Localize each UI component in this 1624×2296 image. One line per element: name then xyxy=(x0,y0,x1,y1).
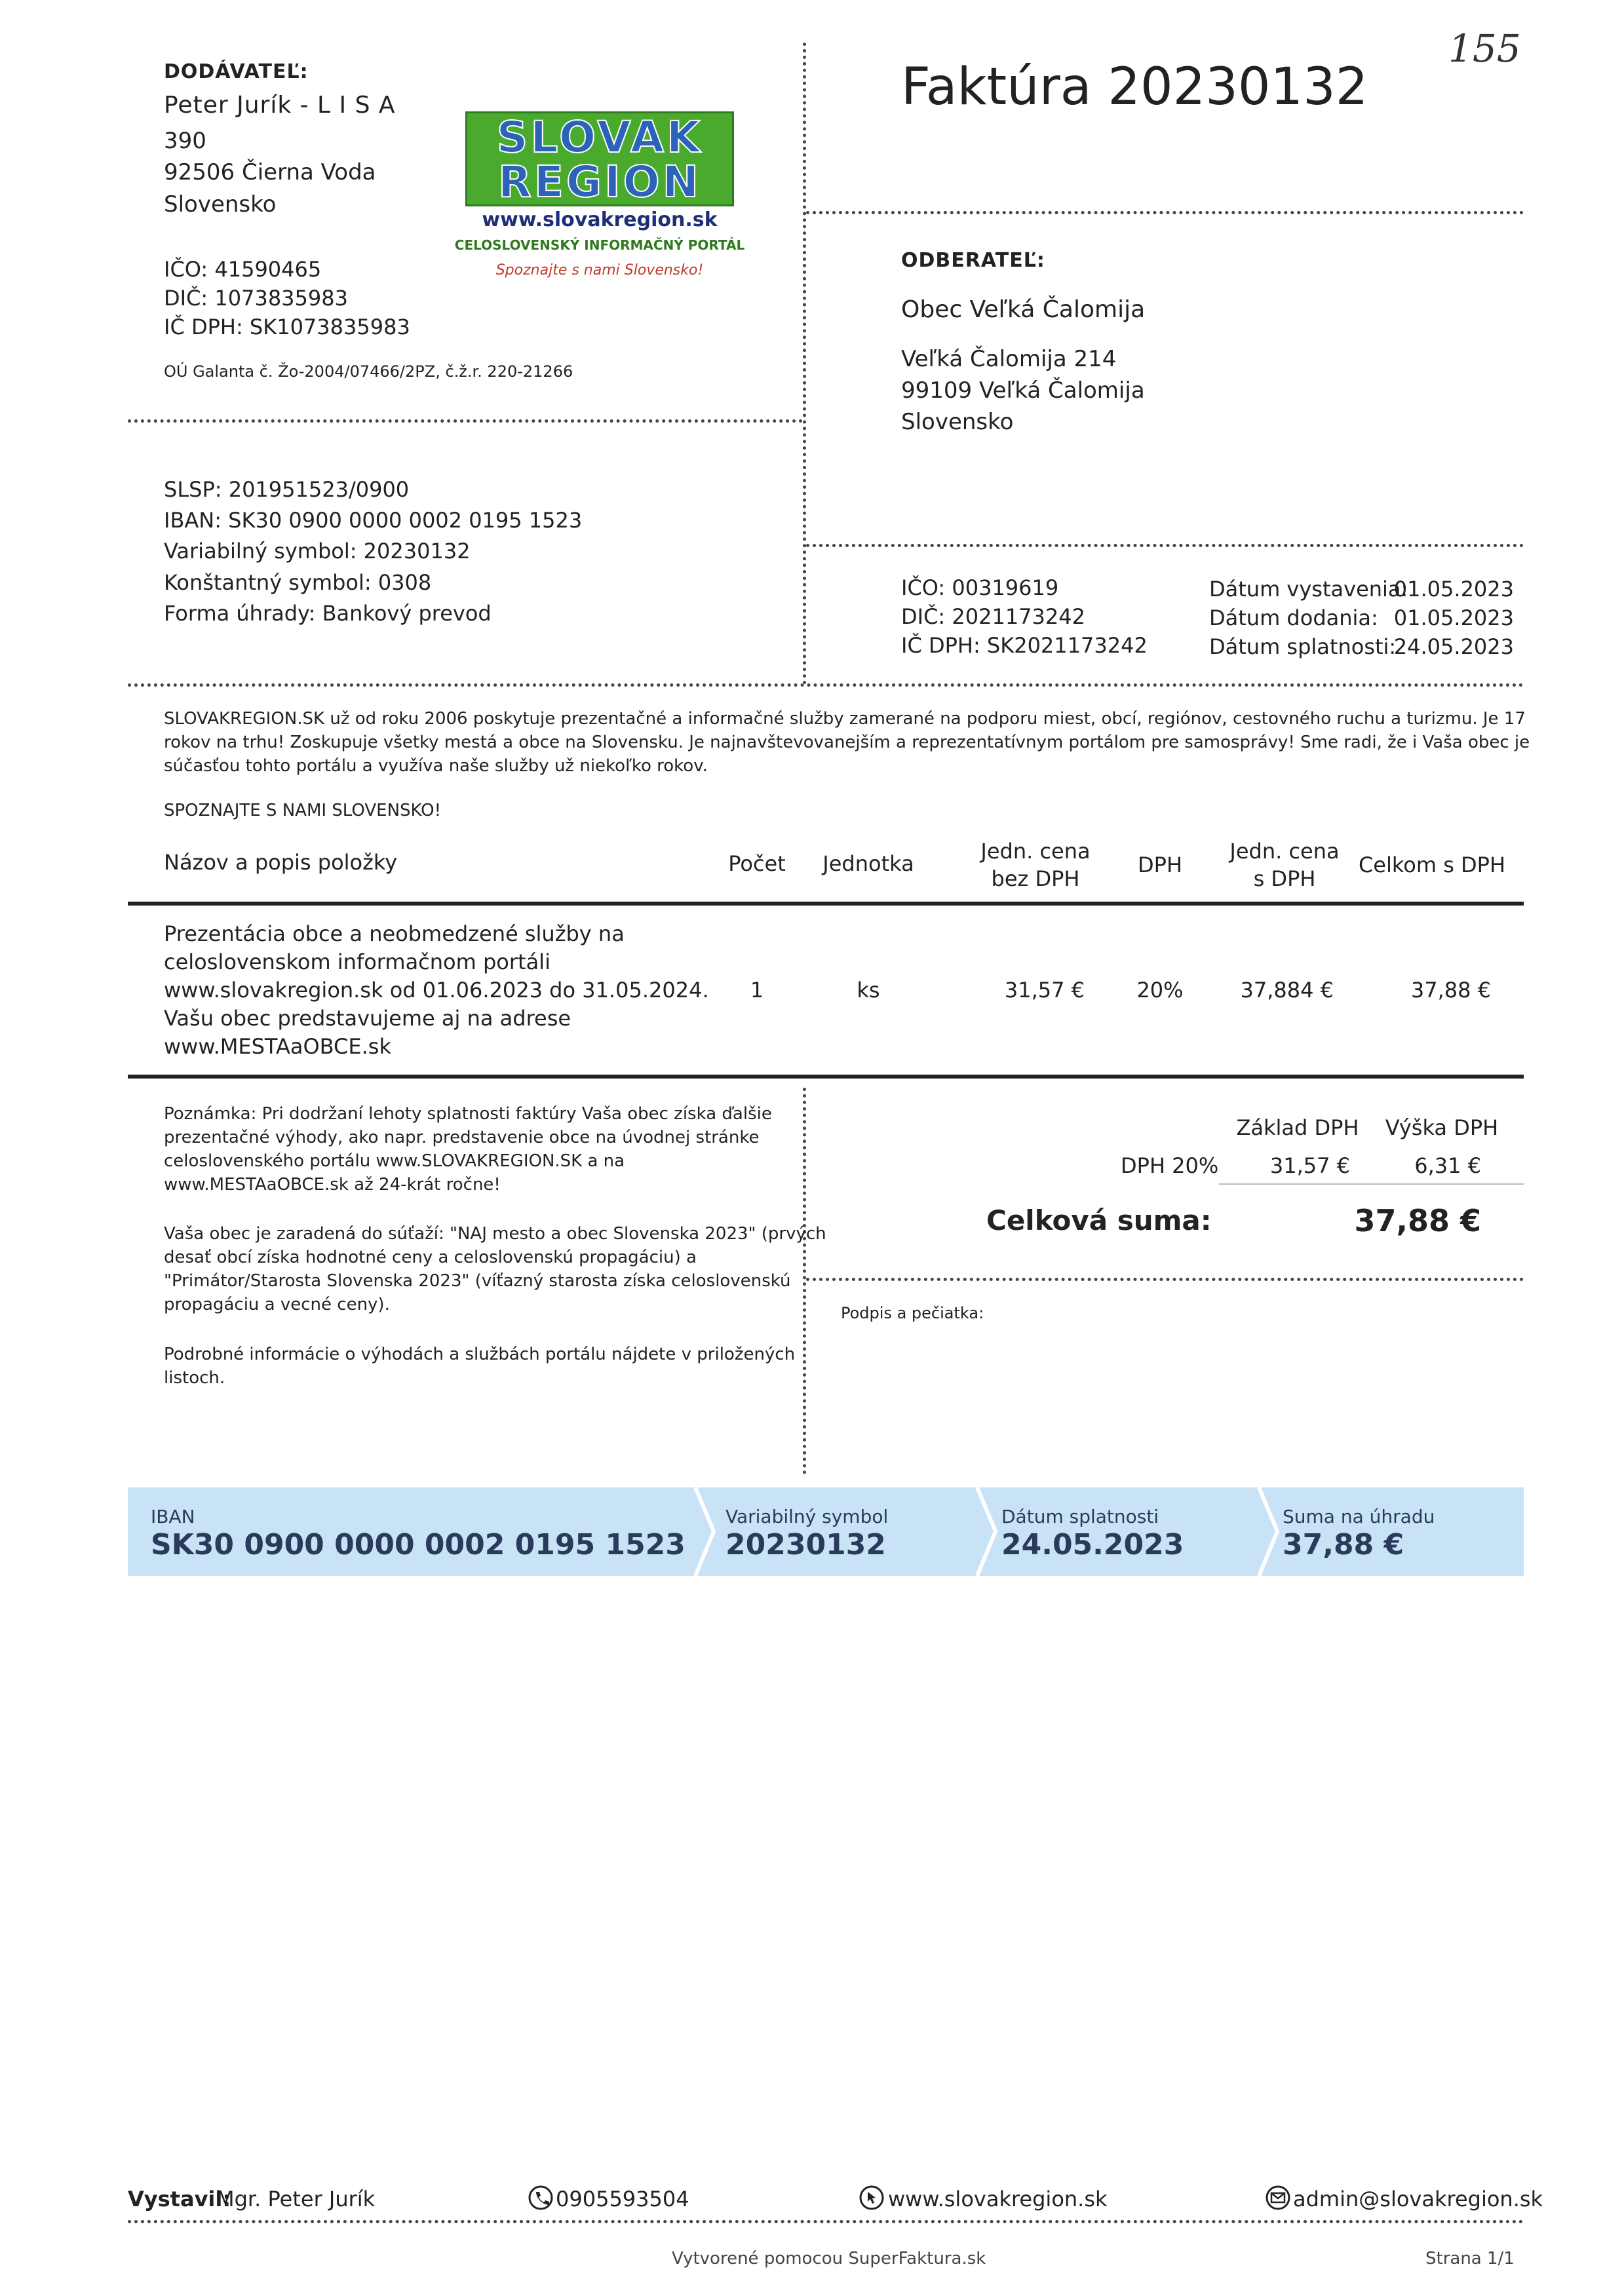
phone-icon xyxy=(528,2185,554,2211)
item-description-5: www.MESTAaOBCE.sk xyxy=(164,1034,391,1059)
col-header-price-vat-2: s DPH xyxy=(1253,866,1316,891)
table-header-rule xyxy=(128,902,1524,906)
customer-label: ODBERATEĽ: xyxy=(901,249,1045,272)
supplier-street: 390 xyxy=(164,128,206,154)
col-header-total: Celkom s DPH xyxy=(1358,852,1506,877)
col-header-price-1: Jedn. cena xyxy=(980,839,1091,864)
customer-name: Obec Veľká Čalomija xyxy=(901,296,1146,323)
strip-chevron xyxy=(973,1487,999,1576)
slovakregion-logo xyxy=(465,111,734,206)
supplier-country: Slovensko xyxy=(164,191,277,218)
item-description-2: celoslovenskom informačnom portáli xyxy=(164,949,551,974)
vertical-divider-lower xyxy=(803,1088,806,1474)
strip-iban: SK30 0900 0000 0002 0195 1523 xyxy=(151,1528,686,1561)
constant-symbol: Konštantný symbol: 0308 xyxy=(164,570,432,595)
customer-city: 99109 Veľká Čalomija xyxy=(901,377,1145,404)
customer-street: Veľká Čalomija 214 xyxy=(901,346,1117,372)
supplier-icdph: IČ DPH: SK1073835983 xyxy=(164,315,410,339)
note-line-6: desať obcí získa hodnotné ceny a celoslovenskú propagáciu) a xyxy=(164,1248,697,1267)
intro-slogan: SPOZNAJTE S NAMI SLOVENSKO! xyxy=(164,801,442,820)
intro-line-1: SLOVAKREGION.SK už od roku 2006 poskytuje prezentačné a informačné služby zamerané na podporu miest, obcí, regiónov, cestovného ruchu a turizmu. Je 17 xyxy=(164,709,1526,729)
separator-footer xyxy=(128,2220,1524,2223)
issued-by-name: Mgr. Peter Jurík xyxy=(216,2187,376,2211)
strip-vs-label: Variabilný symbol xyxy=(725,1506,889,1527)
col-header-qty: Počet xyxy=(728,851,786,876)
col-header-name: Názov a popis položky xyxy=(164,850,398,875)
item-description-1: Prezentácia obce a neobmedzené služby na xyxy=(164,921,625,946)
strip-chevron xyxy=(1255,1487,1281,1576)
strip-due: 24.05.2023 xyxy=(1001,1528,1184,1561)
supplier-registry: OÚ Galanta č. Žo-2004/07466/2PZ, č.ž.r. 220-21266 xyxy=(164,362,573,381)
strip-chevron xyxy=(691,1487,718,1576)
customer-ico: IČO: 00319619 xyxy=(901,575,1059,600)
footer-phone: 0905593504 xyxy=(556,2187,689,2211)
supplier-name: Peter Jurík - L I S A xyxy=(164,92,396,119)
customer-dic: DIČ: 2021173242 xyxy=(901,604,1085,629)
vat-rate: DPH 20% xyxy=(1121,1153,1219,1178)
due-date-label: Dátum splatnosti: xyxy=(1209,634,1397,659)
delivery-date-label: Dátum dodania: xyxy=(1209,605,1378,630)
issue-date: 01.05.2023 xyxy=(1393,577,1514,602)
created-with: Vytvorené pomocou SuperFaktura.sk xyxy=(672,2249,986,2268)
strip-sum-label: Suma na úhradu xyxy=(1283,1506,1435,1527)
intro-line-2: rokov na trhu! Zoskupuje všetky mestá a obce na Slovensku. Je najnavštevovanejším a reprezentatívnym portálom pre samosprávy! Sme radi, že i Vaša obec je xyxy=(164,733,1530,752)
item-description-3: www.slovakregion.sk od 01.06.2023 do 31.05.2024. xyxy=(164,978,709,1003)
intro-line-3: súčasťou tohto portálu a využíva naše služby už niekoľko rokov. xyxy=(164,756,708,776)
note-line-3: celoslovenského portálu www.SLOVAKREGION.SK a na xyxy=(164,1151,625,1171)
web-icon xyxy=(859,2185,885,2211)
issued-by-label: Vystavil: xyxy=(128,2187,231,2211)
customer-country: Slovensko xyxy=(901,409,1014,435)
separator-header xyxy=(128,683,1524,687)
supplier-city: 92506 Čierna Voda xyxy=(164,159,376,185)
issue-date-label: Dátum vystavenia: xyxy=(1209,577,1408,602)
separator-title xyxy=(806,211,1524,214)
item-unit: ks xyxy=(857,978,880,1003)
vat-amount: 6,31 € xyxy=(1414,1153,1481,1178)
signature-label: Podpis a pečiatka: xyxy=(841,1304,984,1322)
delivery-date: 01.05.2023 xyxy=(1393,605,1514,630)
logo-line-1: SLOVAK xyxy=(496,112,703,163)
vat-base: 31,57 € xyxy=(1269,1153,1350,1178)
payment-method: Forma úhrady: Bankový prevod xyxy=(164,601,492,626)
supplier-dic: DIČ: 1073835983 xyxy=(164,286,348,311)
note-line-8: propagáciu a vecné ceny). xyxy=(164,1295,390,1314)
total-label: Celková suma: xyxy=(986,1204,1212,1236)
vat-amount-label: Výška DPH xyxy=(1385,1115,1499,1140)
vertical-divider xyxy=(803,43,806,685)
bank-account: SLSP: 201951523/0900 xyxy=(164,477,410,502)
logo-url: www.slovakregion.sk xyxy=(482,208,718,231)
item-vat: 20% xyxy=(1136,978,1184,1003)
footer-email[interactable]: admin@slovakregion.sk xyxy=(1293,2187,1543,2211)
item-price: 31,57 € xyxy=(1004,978,1085,1003)
vat-summary-rule xyxy=(1219,1183,1524,1185)
iban: IBAN: SK30 0900 0000 0002 0195 1523 xyxy=(164,508,583,533)
invoice-title: Faktúra 20230132 xyxy=(901,58,1368,117)
col-header-price-2: bez DPH xyxy=(991,866,1080,891)
col-header-vat: DPH xyxy=(1138,852,1182,877)
separator-customer xyxy=(806,544,1524,547)
strip-due-label: Dátum splatnosti xyxy=(1001,1506,1159,1527)
logo-slogan: Spoznajte s nami Slovensko! xyxy=(495,262,704,278)
col-header-unit: Jednotka xyxy=(822,851,914,876)
strip-iban-label: IBAN xyxy=(151,1506,195,1527)
supplier-label: DODÁVATEĽ: xyxy=(164,60,309,83)
note-line-2: prezentačné výhody, ako napr. predstavenie obce na úvodnej stránke xyxy=(164,1128,760,1147)
total-amount: 37,88 € xyxy=(1354,1203,1481,1238)
item-price-vat: 37,884 € xyxy=(1240,978,1334,1003)
item-qty: 1 xyxy=(750,978,764,1003)
note-line-7: "Primátor/Starosta Slovenska 2023" (víťazný starosta získa celoslovenskú xyxy=(164,1271,791,1291)
variable-symbol: Variabilný symbol: 20230132 xyxy=(164,539,471,564)
vat-base-label: Základ DPH xyxy=(1236,1115,1359,1140)
email-icon xyxy=(1265,2185,1291,2211)
payment-strip xyxy=(128,1487,1524,1576)
col-header-price-vat-1: Jedn. cena xyxy=(1229,839,1340,864)
item-total: 37,88 € xyxy=(1410,978,1491,1003)
separator-supplier xyxy=(128,419,803,423)
customer-icdph: IČ DPH: SK2021173242 xyxy=(901,633,1148,658)
strip-vs: 20230132 xyxy=(725,1528,886,1561)
note-line-5: Vaša obec je zaradená do súťaží: "NAJ mesto a obec Slovenska 2023" (prvých xyxy=(164,1224,826,1244)
logo-line-2: REGION xyxy=(498,157,701,207)
due-date: 24.05.2023 xyxy=(1393,634,1514,659)
handwritten-page-number: 155 xyxy=(1448,26,1521,71)
note-line-1: Poznámka: Pri dodržaní lehoty splatnosti faktúry Vaša obec získa ďalšie xyxy=(164,1104,772,1124)
separator-total xyxy=(806,1278,1524,1281)
footer-web[interactable]: www.slovakregion.sk xyxy=(888,2187,1108,2211)
item-description-4: Vašu obec predstavujeme aj na adrese xyxy=(164,1006,571,1031)
strip-sum: 37,88 € xyxy=(1283,1528,1404,1561)
note-line-10: listoch. xyxy=(164,1368,225,1388)
supplier-ico: IČO: 41590465 xyxy=(164,257,322,282)
note-line-9: Podrobné informácie o výhodách a službách portálu nájdete v priložených xyxy=(164,1345,796,1364)
table-footer-rule xyxy=(128,1075,1524,1079)
logo-subtitle: CELOSLOVENSKÝ INFORMAČNÝ PORTÁL xyxy=(454,237,745,253)
note-line-4: www.MESTAaOBCE.sk až 24-krát ročne! xyxy=(164,1175,501,1195)
page-number: Strana 1/1 xyxy=(1425,2249,1515,2268)
